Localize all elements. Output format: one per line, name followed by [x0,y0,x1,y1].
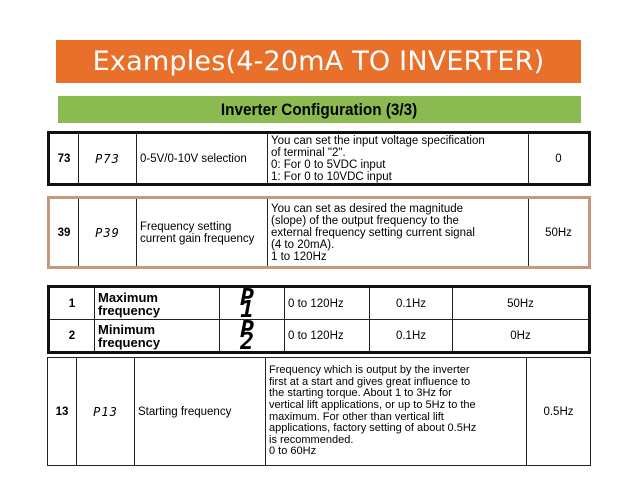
row-default: 0Hz [453,320,590,353]
param-13-table [47,357,591,466]
slide-title: Examples(4-20mA TO INVERTER) [56,40,581,83]
desc-line: first at a start and gives great influence to [269,375,471,388]
desc-line: vertical lift applications, or up to 5Hz to the [269,398,476,411]
param-number: 39 [49,198,79,268]
param-display-code: P13 [77,358,135,466]
desc-line: applications, factory setting of about 0.5Hz [269,422,477,435]
table-row [49,287,590,320]
row-name [95,320,220,353]
desc-line: 1 to 120Hz [271,250,327,263]
row-number: 2 [49,320,95,353]
desc-line: of terminal "2". [271,146,346,159]
desc-line: external frequency setting current signal [271,226,475,239]
slide-subtitle [58,96,581,123]
name-line: Maximum [98,289,158,305]
param-description [266,358,527,466]
row-step: 0.1Hz [370,287,453,320]
row-range: 0 to 120Hz [285,320,370,353]
name-line: Frequency setting [140,220,232,233]
desc-line: maximum. For other than vertical lift [269,410,444,423]
name-line: Minimum [98,321,156,337]
param-name: 0-5V/0-10V selection [137,133,268,185]
desc-line: (4 to 20mA). [271,238,335,251]
row-name [95,287,220,320]
param-number: 13 [48,358,77,466]
param-name [137,198,268,268]
param-description [268,133,529,185]
desc-line: (slope) of the output frequency to the [271,214,459,227]
desc-line: 1: For 0 to 10VDC input [271,170,392,183]
desc-line: You can set as desired the magnitude [271,202,464,215]
param-name: Starting frequency [135,358,266,466]
row-default: 50Hz [453,287,590,320]
param-display-code: P73 [79,133,137,185]
param-value: 0 [529,133,590,185]
desc-line: You can set the input voltage specification [271,134,485,147]
row-number: 1 [49,287,95,320]
param-value: 50Hz [529,198,590,268]
name-line: frequency [98,334,161,350]
name-line: frequency [98,302,161,318]
param-73-table [47,131,591,186]
row-range: 0 to 120Hz [285,287,370,320]
table-row [49,320,590,353]
desc-line: Frequency which is output by the inverter [269,364,470,377]
param-display-code: P39 [79,198,137,268]
row-step: 0.1Hz [370,320,453,353]
param-number: 73 [49,133,79,185]
row-display-code: P 2 [220,320,285,353]
name-line: current gain frequency [140,232,255,245]
param-39-table [47,196,591,269]
frequency-table [47,285,591,354]
subtitle-text: Inverter Configuration (3/3) [221,100,418,119]
desc-line: 0: For 0 to 5VDC input [271,158,386,171]
row-display-code: P 1 [220,287,285,320]
param-value: 0.5Hz [527,358,591,466]
desc-line: is recommended. [269,433,354,446]
desc-line: the starting torque. About 1 to 3Hz for [269,387,452,400]
desc-line: 0 to 60Hz [269,445,317,458]
param-description [268,198,529,268]
